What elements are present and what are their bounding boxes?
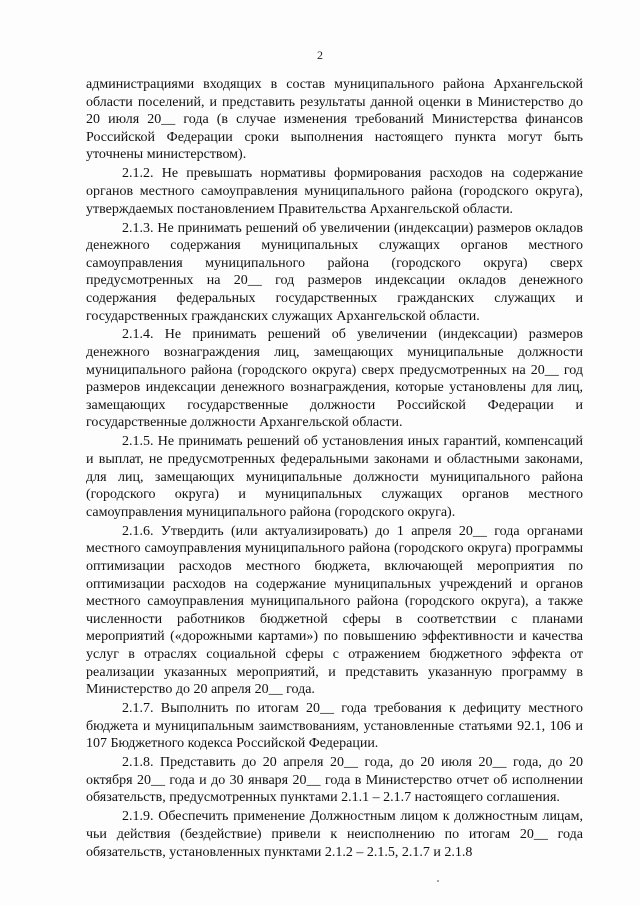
scan-speck	[437, 880, 439, 882]
paragraph-2-1-3: 2.1.3. Не принимать решений об увеличении (индексации) размеров окладов денежного содержания муниципальных служащих органов местного самоуправления муниципального района (городского округа) сверх предусмотренных на 20__ год размеров индексации окладов денежного содержания федеральных государственных гражданских служащих и государственных гражданских служащих Архангельской области.	[86, 220, 583, 324]
page-number: 2	[317, 48, 323, 62]
paragraph-2-1-7: 2.1.7. Выполнить по итогам 20__ года требования к дефициту местного бюджета и муниципальным заимствованиям, установленные статьями 92.1, 106 и 107 Бюджетного кодекса Российской Федерации.	[86, 701, 583, 752]
paragraph-continuation: администрациями входящих в состав муниципального района Архангельской области поселений, и представить результаты данной оценки в Министерство до 20 июля 20__ года (в случае изменения требований Министерства финансов Российской Федерации сроки выполнения настоящего пункта могут быть уточнены министерством).	[86, 77, 583, 163]
paragraph-2-1-5: 2.1.5. Не принимать решений об установления иных гарантий, компенсаций и выплат, не предусмотренных федеральными законами и областными законами, для лиц, замещающих муниципальные должности муниципального района (городского округа) и муниципальных служащих органов местного самоуправления муниципального района (городского округа).	[86, 434, 583, 520]
paragraph-2-1-8: 2.1.8. Представить до 20 апреля 20__ года, до 20 июля 20__ года, до 20 октября 20__ года и до 30 января 20__ года в Министерство отчет об исполнении обязательств, предусмотренных пунктами 2.1.1 – 2.1.7 настоящего соглашения.	[86, 755, 583, 806]
paragraph-2-1-9: 2.1.9. Обеспечить применение Должностным лицом к должностным лицам, чьи действия (бездействие) привели к неисполнению по итогам 20__ года обязательств, установленных пунктами 2.1.2 – 2.1.5, 2.1.7 и 2.1.8	[86, 809, 583, 860]
paragraph-2-1-6: 2.1.6. Утвердить (или актуализировать) до 1 апреля 20__ года органами местного самоуправления муниципального района (городского округа) программы оптимизации расходов местного бюджета, включающей мероприятия по оптимизации расходов на содержание муниципальных учреждений и органов местного самоуправления муниципального района (городского округа), а также численности работников бюджетной сферы в соответствии с планами мероприятий («дорожными картами») по повышению эффективности и качества услуг в отраслях социальной сферы с отражением бюджетного эффекта от реализации указанных мероприятий, и представить указанную программу в Министерство до 20 апреля 20__ года.	[86, 523, 583, 698]
paragraph-2-1-4: 2.1.4. Не принимать решений об увеличении (индексации) размеров денежного вознаграждения лиц, замещающих муниципальные должности муниципального района (городского округа) сверх предусмотренных на 20__ год размеров индексации денежного вознаграждения, которые установлены для лиц, замещающих государственные должности Российской Федерации и государственные должности Архангельской области.	[86, 327, 583, 431]
paragraph-2-1-2: 2.1.2. Не превышать нормативы формирования расходов на содержание органов местного самоуправления муниципального района (городского округа), утверждаемых постановлением Правительства Архангельской области.	[86, 166, 583, 217]
document-body	[86, 76, 583, 863]
